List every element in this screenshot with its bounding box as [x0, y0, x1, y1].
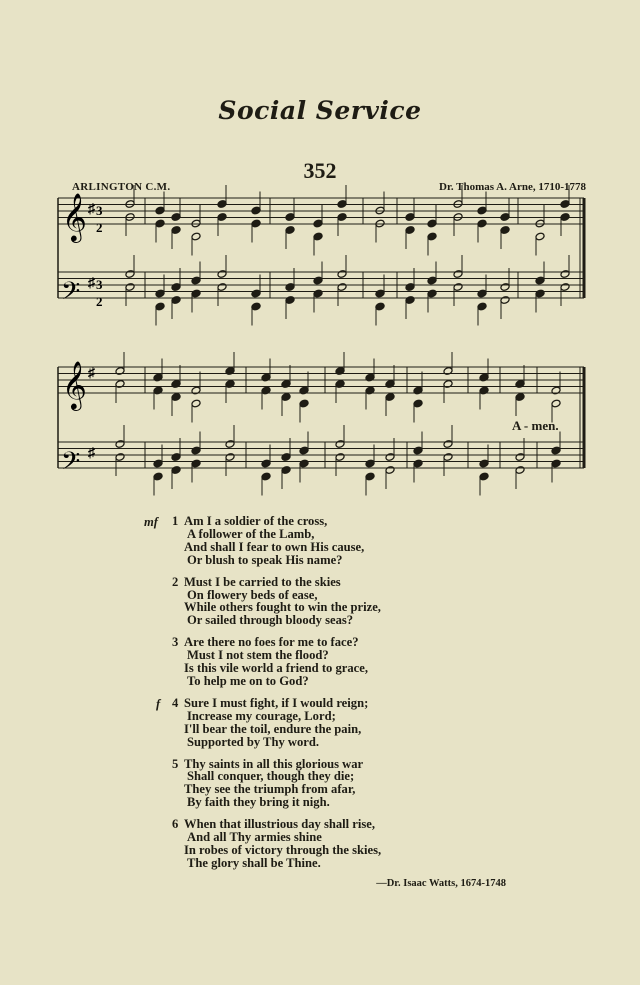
tune-name: ARLINGTON C.M. — [72, 181, 171, 193]
bass-clef-icon: 𝄢 — [61, 447, 81, 482]
verse — [172, 818, 381, 870]
dynamic-marking: mf — [144, 515, 158, 529]
verse-line: The glory shall be Thine. — [187, 855, 321, 870]
verse-number: 4 — [172, 695, 179, 710]
verse-line: Is this vile world a friend to grace, — [184, 661, 368, 676]
verse-line: Thy saints in all this glorious war — [184, 756, 364, 771]
time-signature-bottom: 2 — [96, 220, 103, 235]
verse-line: Must I not stem the flood? — [187, 648, 329, 663]
treble-clef-icon: 𝄞 — [62, 360, 87, 409]
verse-line: Or blush to speak His name? — [187, 552, 343, 567]
verse-line: And all Thy armies shine — [187, 830, 322, 845]
clefs-and-signatures — [61, 192, 103, 482]
verse-number: 5 — [172, 756, 179, 771]
time-signature-top: 3 — [96, 203, 103, 218]
dynamic-marking: f — [156, 696, 161, 711]
author-credit: —Dr. Isaac Watts, 1674-1748 — [376, 878, 506, 889]
sharp-icon: ♯ — [88, 366, 95, 381]
verse-line: And shall I fear to own His cause, — [184, 539, 365, 554]
verse-number: 2 — [172, 574, 179, 589]
verse-line: While others fought to win the prize, — [184, 600, 381, 615]
verse-line: When that illustrious day shall rise, — [184, 817, 376, 832]
bass-clef-icon: 𝄢 — [61, 277, 81, 312]
verse-number: 3 — [172, 635, 179, 650]
verses — [144, 514, 382, 879]
sharp-icon: ♯ — [88, 202, 95, 217]
verse — [172, 576, 381, 628]
verse-line: To help me on to God? — [187, 673, 309, 688]
verse — [172, 636, 381, 688]
verse-line: In robes of victory through the skies, — [184, 842, 382, 857]
verse-number: 1 — [172, 514, 179, 528]
verse-line: I'll bear the toil, endure the pain, — [184, 721, 362, 736]
time-signature-bottom: 2 — [96, 294, 103, 309]
section-title: Social Service — [218, 96, 422, 125]
verse-line: Sure I must fight, if I would reign; — [184, 695, 369, 710]
verse — [144, 514, 381, 567]
sharp-icon: ♯ — [88, 446, 95, 461]
verse-line: By faith they bring it nigh. — [187, 795, 330, 810]
verse-number: 6 — [172, 817, 179, 832]
hymn-number: 352 — [303, 158, 337, 183]
time-signature-top: 3 — [96, 277, 103, 292]
verse-line: Must I be carried to the skies — [184, 574, 341, 589]
verse-line: A follower of the Lamb, — [187, 526, 315, 541]
treble-clef-icon: 𝄞 — [62, 192, 87, 241]
verse-line: Shall conquer, though they die; — [187, 769, 355, 784]
sharp-icon: ♯ — [88, 276, 95, 291]
composer-credit: Dr. Thomas A. Arne, 1710-1778 — [439, 181, 586, 193]
amen-text: A - men. — [512, 418, 559, 433]
verse-line: Or sailed through bloody seas? — [187, 613, 354, 628]
verse-line: Increase my courage, Lord; — [187, 708, 336, 723]
verse — [172, 758, 381, 810]
verse-line: Are there no foes for me to face? — [184, 635, 359, 650]
verse — [156, 695, 381, 749]
verse-line: Supported by Thy word. — [187, 734, 320, 749]
verse-line: On flowery beds of ease, — [187, 587, 318, 602]
verse-line: They see the triumph from afar, — [184, 782, 356, 797]
verse-line: Am I a soldier of the cross, — [184, 514, 328, 528]
